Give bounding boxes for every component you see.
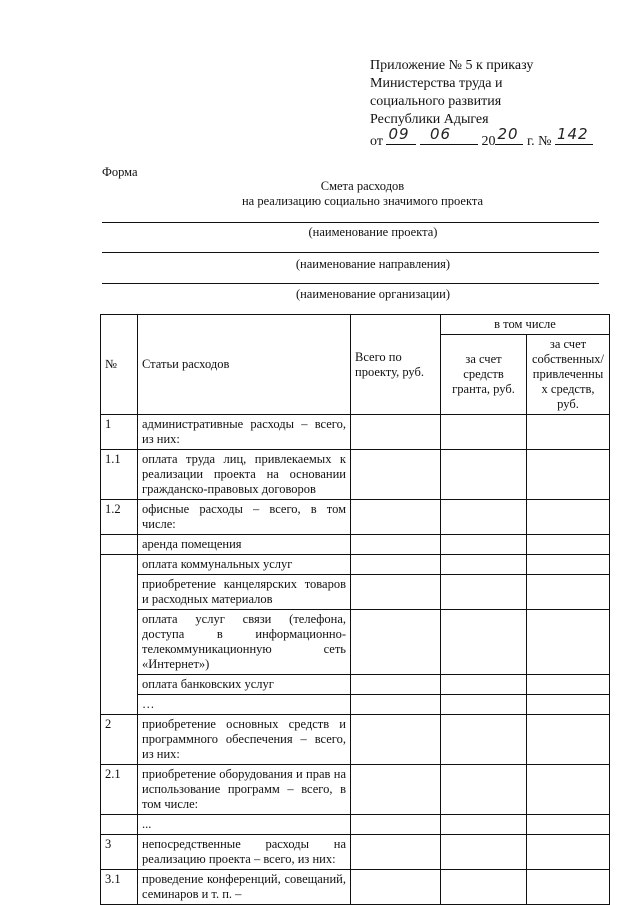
own-cell[interactable] [527,555,610,575]
total-cell[interactable] [351,870,441,905]
table-row [101,535,610,555]
organization-name-line [102,283,599,284]
own-cell[interactable] [527,575,610,610]
total-cell[interactable] [351,450,441,500]
own-cell[interactable] [527,535,610,555]
table-row [101,765,610,815]
own-cell[interactable] [527,675,610,695]
row-num [101,575,138,610]
row-text: приобретение оборудования и прав на использование программ – всего, в том числе: [138,765,351,815]
year-prefix: 20 [481,134,496,149]
table-row [101,500,610,535]
total-cell[interactable] [351,555,441,575]
grant-cell[interactable] [441,870,527,905]
header-grant: за счет средств гранта, руб. [441,335,527,415]
order-date-line [370,125,630,151]
row-text: административные расходы – всего, из них: [138,415,351,450]
row-num: 2.1 [101,765,138,815]
date-prefix: от [370,134,383,149]
row-text: непосредственные расходы на реализацию проекта – всего, из них: [138,835,351,870]
year-handwritten: 20 [497,125,519,143]
row-num: 1 [101,415,138,450]
day-field [386,125,416,145]
table-row [101,815,610,835]
direction-name-caption: (наименование направления) [295,257,451,271]
row-text: офисные расходы – всего, в том числе: [138,500,351,535]
grant-cell[interactable] [441,610,527,675]
total-cell[interactable] [351,575,441,610]
own-cell[interactable] [527,695,610,715]
row-text: приобретение основных средств и программного обеспечения – всего, из них: [138,715,351,765]
organization-name-caption: (наименование организации) [295,287,451,301]
grant-cell[interactable] [441,500,527,535]
grant-cell[interactable] [441,575,527,610]
table-row [101,415,610,450]
total-cell[interactable] [351,765,441,815]
total-cell[interactable] [351,675,441,695]
row-text: оплата коммунальных услуг [138,555,351,575]
month-handwritten: 06 [429,125,452,143]
table-row [101,555,610,575]
table-row [101,835,610,870]
row-num: 1.2 [101,500,138,535]
total-cell[interactable] [351,815,441,835]
total-cell[interactable] [351,715,441,765]
own-cell[interactable] [527,610,610,675]
row-num: 3 [101,835,138,870]
direction-name-line [102,252,599,253]
row-text: аренда помещения [138,535,351,555]
row-num: 1.1 [101,450,138,500]
row-num [101,815,138,835]
grant-cell[interactable] [441,765,527,815]
table-row [101,575,610,610]
grant-cell[interactable] [441,815,527,835]
appendix-block [370,57,630,151]
total-cell[interactable] [351,610,441,675]
header-including: в том числе [441,315,610,335]
row-text: … [138,695,351,715]
month-field [420,125,478,145]
row-num [101,695,138,715]
total-cell[interactable] [351,500,441,535]
own-cell[interactable] [527,765,610,815]
total-cell[interactable] [351,835,441,870]
document-title: Смета расходов [320,179,405,193]
total-cell[interactable] [351,535,441,555]
appendix-line-2: Министерства труда и [370,76,503,91]
row-num: 2 [101,715,138,765]
document-subtitle: на реализацию социально значимого проекта [241,194,484,208]
year-tail: г. № [526,134,552,149]
header-own: за счет собственных/ привлеченны х средств, руб. [527,335,610,415]
row-text: ... [138,815,351,835]
own-cell[interactable] [527,835,610,870]
row-text: проведение конференций, совещаний, семинаров и т. п. – [138,870,351,905]
year-field [495,125,523,145]
row-text: оплата услуг связи (телефона, доступа в информационно-телекоммуникационную сеть «Интернет») [138,610,351,675]
table-row [101,610,610,675]
row-num: 3.1 [101,870,138,905]
row-num [101,675,138,695]
table-row [101,450,610,500]
grant-cell[interactable] [441,555,527,575]
table-row [101,675,610,695]
own-cell[interactable] [527,870,610,905]
project-name-caption: (наименование проекта) [308,225,438,239]
grant-cell[interactable] [441,675,527,695]
order-number-handwritten: 142 [556,125,589,143]
own-cell[interactable] [527,815,610,835]
project-name-line [102,222,599,223]
form-label: Форма [102,165,138,179]
day-handwritten: 09 [388,125,410,143]
header-num: № [101,315,138,415]
budget-table [100,314,610,905]
header-total: Всего по проекту, руб. [351,315,441,415]
table-row [101,870,610,905]
order-number-field [555,125,593,145]
grant-cell[interactable] [441,835,527,870]
appendix-line-4: Республики Адыгея [370,112,489,127]
own-cell[interactable] [527,715,610,765]
total-cell[interactable] [351,415,441,450]
total-cell[interactable] [351,695,441,715]
own-cell[interactable] [527,415,610,450]
grant-cell[interactable] [441,535,527,555]
row-num [101,610,138,675]
grant-cell[interactable] [441,695,527,715]
row-text: оплата труда лиц, привлекаемых к реализации проекта на основании гражданско-правовых договоров [138,450,351,500]
table-row [101,695,610,715]
row-text: приобретение канцелярских товаров и расходных материалов [138,575,351,610]
grant-cell[interactable] [441,450,527,500]
own-cell[interactable] [527,500,610,535]
grant-cell[interactable] [441,715,527,765]
grant-cell[interactable] [441,415,527,450]
row-num [101,555,138,575]
appendix-line-3: социального развития [370,94,502,109]
table-row [101,715,610,765]
row-text: оплата банковских услуг [138,675,351,695]
header-articles: Статьи расходов [138,315,351,415]
row-num [101,535,138,555]
own-cell[interactable] [527,450,610,500]
appendix-line-1: Приложение № 5 к приказу [370,58,534,73]
